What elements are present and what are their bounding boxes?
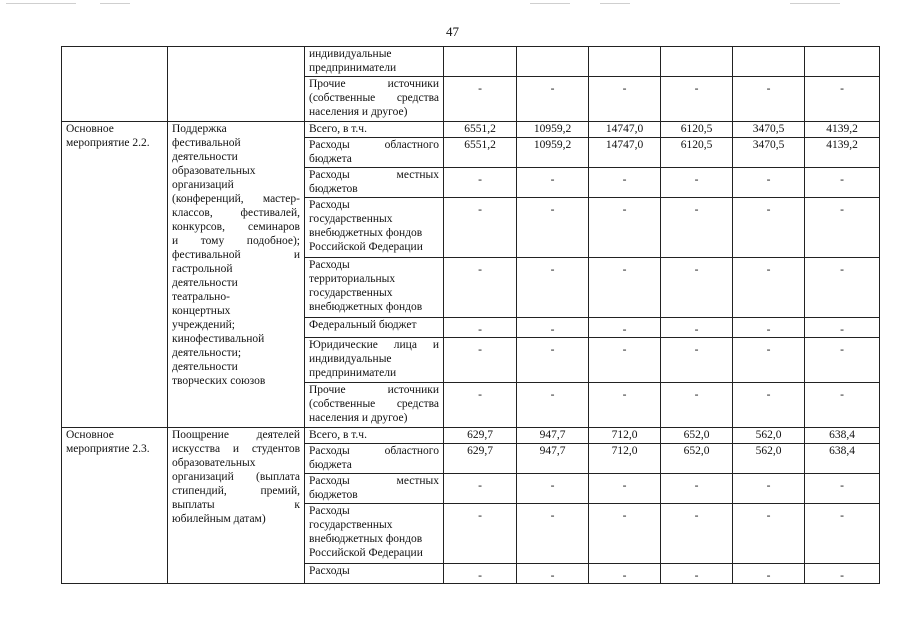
text-line: бюджетов xyxy=(309,489,358,501)
amount-cell: - xyxy=(733,258,805,318)
amount-cell: - xyxy=(805,168,880,198)
funding-source-cell xyxy=(305,564,444,584)
amount-cell: 10959,2 xyxy=(517,138,589,168)
amount-cell xyxy=(661,47,733,77)
amount-cell: - xyxy=(444,168,517,198)
amount-cell: - xyxy=(517,318,589,338)
text-line: Прочие источники xyxy=(309,384,439,396)
text-line: Всего, в т.ч. xyxy=(309,429,367,441)
text-line: Юридические лица и xyxy=(309,339,439,351)
text-line: образовательных xyxy=(172,457,256,469)
amount-cell: - xyxy=(444,198,517,258)
funding-source-cell xyxy=(305,428,444,444)
amount-cell: - xyxy=(444,474,517,504)
text-line: индивидуальные xyxy=(309,353,392,365)
amount-cell xyxy=(805,47,880,77)
amount-cell xyxy=(517,47,589,77)
event-cell xyxy=(62,428,168,584)
text-line: бюджета xyxy=(309,153,352,165)
amount-cell: - xyxy=(661,338,733,383)
text-line: организаций (выплата xyxy=(172,471,300,483)
text-line: фестивальной и xyxy=(172,249,300,261)
amount-cell: - xyxy=(661,474,733,504)
amount-cell xyxy=(589,47,661,77)
funding-source-cell xyxy=(305,383,444,428)
text-line: государственных xyxy=(309,287,393,299)
amount-cell: 712,0 xyxy=(589,444,661,474)
amount-cell: - xyxy=(733,564,805,584)
text-line: Российской Федерации xyxy=(309,241,423,253)
amount-cell: - xyxy=(444,258,517,318)
text-line: деятельности xyxy=(172,361,238,373)
amount-cell: - xyxy=(444,338,517,383)
text-line: бюджета xyxy=(309,459,352,471)
funding-source-cell xyxy=(305,444,444,474)
amount-cell: 652,0 xyxy=(661,428,733,444)
text-line: (конференций, мастер- xyxy=(172,193,300,205)
amount-cell: - xyxy=(733,77,805,122)
amount-cell: - xyxy=(661,77,733,122)
text-line: и тому подобное); xyxy=(172,235,300,247)
funding-table xyxy=(61,46,880,584)
amount-cell: - xyxy=(805,564,880,584)
text-line: предприниматели xyxy=(309,367,397,379)
amount-cell: 638,4 xyxy=(805,428,880,444)
amount-cell: - xyxy=(805,258,880,318)
funding-source-cell xyxy=(305,198,444,258)
event-name-cell xyxy=(168,47,305,122)
amount-cell: 14747,0 xyxy=(589,122,661,138)
amount-cell: 3470,5 xyxy=(733,122,805,138)
amount-cell: - xyxy=(444,318,517,338)
text-line: внебюджетных фондов xyxy=(309,301,423,313)
text-line: Расходы xyxy=(309,199,350,211)
text-line: Поддержка xyxy=(172,123,227,135)
text-line: кинофестивальной xyxy=(172,333,265,345)
text-line: внебюджетных фондов xyxy=(309,227,423,239)
amount-cell: - xyxy=(805,198,880,258)
text-line: концертных xyxy=(172,305,231,317)
amount-cell: - xyxy=(805,474,880,504)
text-line: стипендий, премий, xyxy=(172,485,300,497)
text-line: образовательных xyxy=(172,165,256,177)
amount-cell: - xyxy=(517,564,589,584)
text-line: территориальных xyxy=(309,273,396,285)
text-line: Всего, в т.ч. xyxy=(309,123,367,135)
text-line: государственных xyxy=(309,519,393,531)
amount-cell: 562,0 xyxy=(733,428,805,444)
text-line: населения и другое) xyxy=(309,106,408,118)
text-line: Расходы xyxy=(309,505,350,517)
amount-cell: - xyxy=(517,504,589,564)
text-line: населения и другое) xyxy=(309,412,408,424)
amount-cell: - xyxy=(517,338,589,383)
text-line: Прочие источники xyxy=(309,78,439,90)
amount-cell: - xyxy=(589,474,661,504)
amount-cell: - xyxy=(733,168,805,198)
amount-cell: - xyxy=(805,504,880,564)
funding-source-cell xyxy=(305,258,444,318)
amount-cell: 10959,2 xyxy=(517,122,589,138)
amount-cell: - xyxy=(589,564,661,584)
amount-cell: - xyxy=(589,168,661,198)
amount-cell: 6551,2 xyxy=(444,138,517,168)
text-line: Российской Федерации xyxy=(309,547,423,559)
amount-cell: 6120,5 xyxy=(661,138,733,168)
amount-cell: - xyxy=(517,198,589,258)
text-line: Расходы xyxy=(309,565,350,577)
funding-source-cell xyxy=(305,122,444,138)
funding-source-cell xyxy=(305,504,444,564)
text-line: деятельности xyxy=(172,277,238,289)
table-row xyxy=(62,47,880,77)
amount-cell: - xyxy=(661,168,733,198)
amount-cell xyxy=(444,47,517,77)
text-line: Расходы местных xyxy=(309,169,439,181)
amount-cell: - xyxy=(589,338,661,383)
text-line: театрально- xyxy=(172,291,230,303)
event-name-cell xyxy=(168,428,305,584)
text-line: искусства и студентов xyxy=(172,443,300,455)
amount-cell: 14747,0 xyxy=(589,138,661,168)
amount-cell: 6551,2 xyxy=(444,122,517,138)
amount-cell: - xyxy=(589,504,661,564)
amount-cell: - xyxy=(661,504,733,564)
text-line: конкурсов, семинаров xyxy=(172,221,300,233)
amount-cell: - xyxy=(589,318,661,338)
amount-cell: 629,7 xyxy=(444,444,517,474)
text-line: Основное xyxy=(66,429,114,441)
event-cell xyxy=(62,122,168,428)
amount-cell: 562,0 xyxy=(733,444,805,474)
amount-cell: 947,7 xyxy=(517,444,589,474)
text-line: мероприятие 2.2. xyxy=(66,137,150,149)
text-line: Федеральный бюджет xyxy=(309,319,417,331)
amount-cell: - xyxy=(444,504,517,564)
amount-cell: - xyxy=(805,338,880,383)
amount-cell: - xyxy=(661,564,733,584)
amount-cell xyxy=(733,47,805,77)
table-row xyxy=(62,122,880,138)
amount-cell: - xyxy=(805,318,880,338)
text-line: (собственные средства xyxy=(309,92,439,104)
amount-cell: - xyxy=(444,383,517,428)
text-line: Расходы местных xyxy=(309,475,439,487)
amount-cell: - xyxy=(589,258,661,318)
text-line: индивидуальные xyxy=(309,48,392,60)
text-line: творческих союзов xyxy=(172,375,266,387)
text-line: Расходы областного xyxy=(309,445,439,457)
amount-cell: - xyxy=(733,474,805,504)
amount-cell: - xyxy=(589,198,661,258)
text-line: бюджетов xyxy=(309,183,358,195)
text-line: выплаты к xyxy=(172,499,300,511)
text-line: учреждений; xyxy=(172,319,235,331)
text-line: государственных xyxy=(309,213,393,225)
amount-cell: - xyxy=(661,383,733,428)
amount-cell: - xyxy=(661,258,733,318)
amount-cell: 3470,5 xyxy=(733,138,805,168)
text-line: фестивальной xyxy=(172,137,241,149)
amount-cell: - xyxy=(517,474,589,504)
page-number: 47 xyxy=(446,24,459,39)
text-line: Расходы xyxy=(309,259,350,271)
amount-cell: - xyxy=(517,383,589,428)
text-line: (собственные средства xyxy=(309,398,439,410)
text-line: гастрольной xyxy=(172,263,233,275)
event-cell xyxy=(62,47,168,122)
amount-cell: - xyxy=(517,168,589,198)
amount-cell: - xyxy=(661,318,733,338)
amount-cell: - xyxy=(444,77,517,122)
amount-cell: - xyxy=(733,383,805,428)
funding-source-cell xyxy=(305,338,444,383)
amount-cell: - xyxy=(661,198,733,258)
funding-source-cell xyxy=(305,77,444,122)
amount-cell: 652,0 xyxy=(661,444,733,474)
text-line: деятельности xyxy=(172,151,238,163)
amount-cell: - xyxy=(444,564,517,584)
amount-cell: - xyxy=(733,318,805,338)
funding-source-cell xyxy=(305,138,444,168)
amount-cell: - xyxy=(805,383,880,428)
text-line: предприниматели xyxy=(309,62,397,74)
amount-cell: 638,4 xyxy=(805,444,880,474)
amount-cell: - xyxy=(589,77,661,122)
funding-source-cell xyxy=(305,47,444,77)
amount-cell: - xyxy=(733,504,805,564)
amount-cell: 947,7 xyxy=(517,428,589,444)
event-name-cell xyxy=(168,122,305,428)
table-body xyxy=(62,47,880,584)
text-line: Расходы областного xyxy=(309,139,439,151)
amount-cell: - xyxy=(805,77,880,122)
amount-cell: - xyxy=(589,383,661,428)
text-line: мероприятие 2.3. xyxy=(66,443,150,455)
text-line: Поощрение деятелей xyxy=(172,429,300,441)
amount-cell: 4139,2 xyxy=(805,122,880,138)
text-line: организаций xyxy=(172,179,234,191)
amount-cell: - xyxy=(733,198,805,258)
amount-cell: 629,7 xyxy=(444,428,517,444)
amount-cell: - xyxy=(733,338,805,383)
amount-cell: - xyxy=(517,258,589,318)
funding-source-cell xyxy=(305,168,444,198)
text-line: юбилейным датам) xyxy=(172,513,266,525)
amount-cell: 6120,5 xyxy=(661,122,733,138)
amount-cell: 4139,2 xyxy=(805,138,880,168)
text-line: деятельности; xyxy=(172,347,242,359)
amount-cell: - xyxy=(517,77,589,122)
funding-source-cell xyxy=(305,474,444,504)
funding-source-cell xyxy=(305,318,444,338)
text-line: классов, фестивалей, xyxy=(172,207,300,219)
amount-cell: 712,0 xyxy=(589,428,661,444)
text-line: внебюджетных фондов xyxy=(309,533,423,545)
text-line: Основное xyxy=(66,123,114,135)
table-row xyxy=(62,428,880,444)
